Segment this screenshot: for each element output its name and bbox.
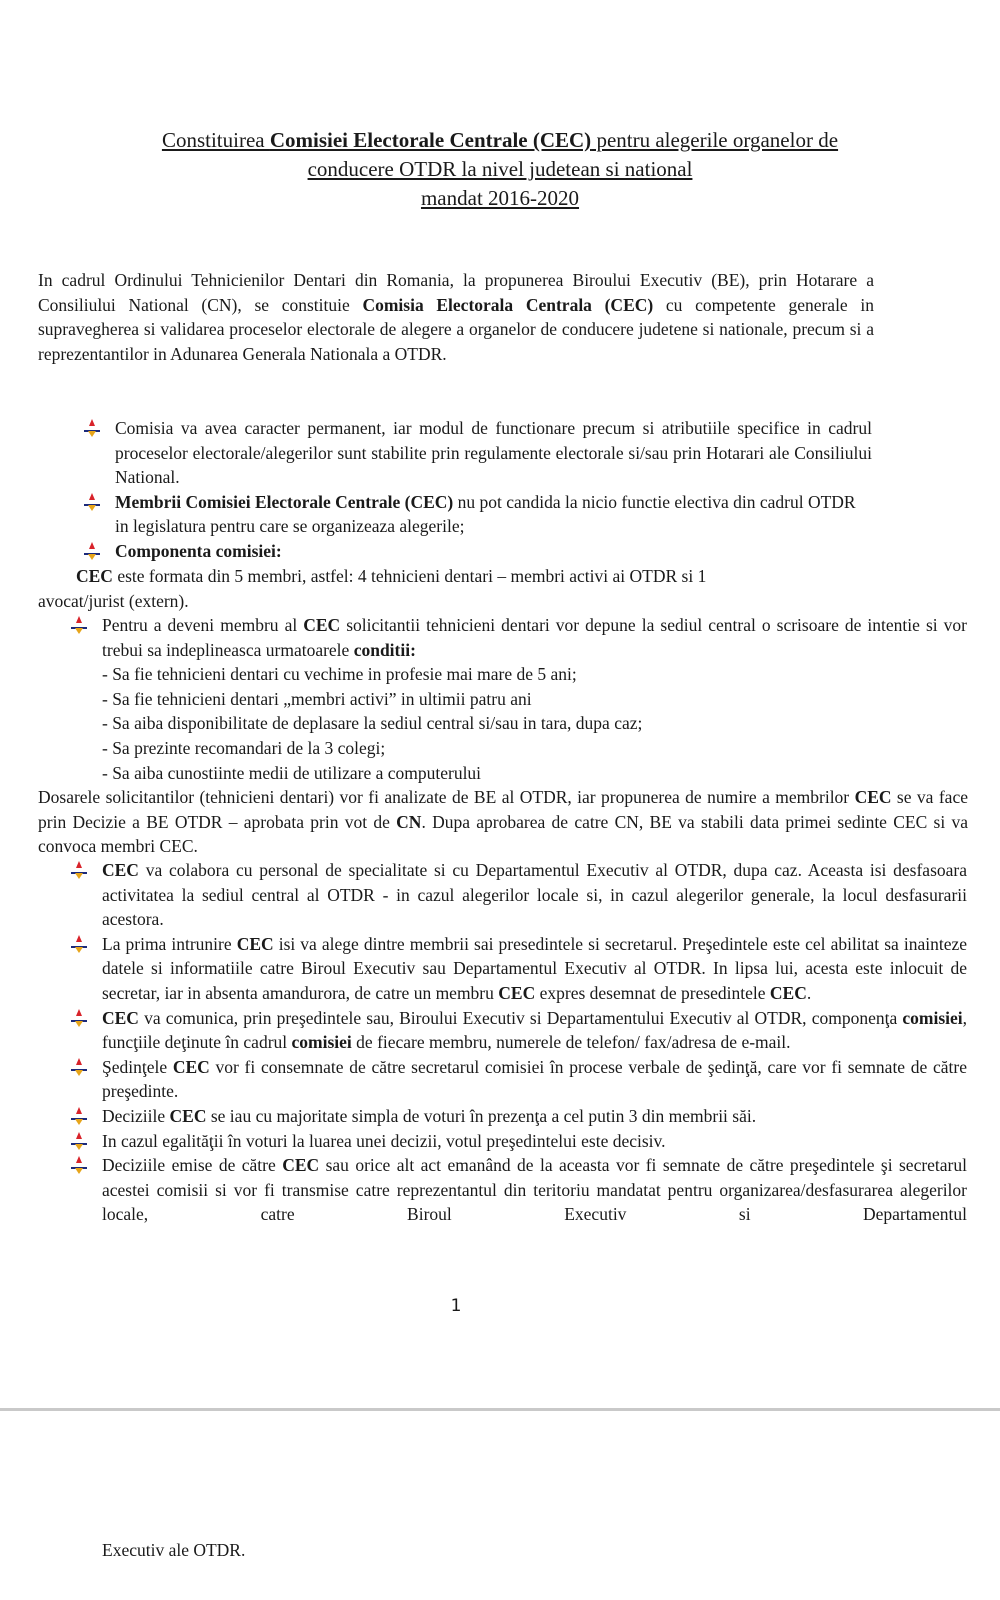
list-item: Pentru a deveni membru al CEC solicitantii tehnicieni dentari vor depune la sediul central o scrisoare de intentie si vor trebui sa indeplineasca urmatoarele conditii: [102, 613, 967, 662]
bullet-arrow-icon [71, 616, 87, 634]
list-item: Comisia va avea caracter permanent, iar modul de functionare precum si atributiile specifice in cadrul proceselor electorale/alegerilor sunt stabilite prin regulamente electorale si/sau prin Hotarari ale Consiliului National. [115, 416, 872, 490]
list-item: CEC va comunica, prin preşedintele sau, Biroului Executiv si Departamentului Executiv al OTDR, componenţa comisiei, funcţiile deţinute în cadrul comisiei de fiecare membru, numerele de telefon/ fax/adresa de e-mail. [102, 1006, 967, 1055]
condition-item: - Sa aiba cunostiinte medii de utilizare a computerului [102, 762, 482, 783]
title-line-3: mandat 2016-2020 [420, 186, 580, 210]
dosare-paragraph: Dosarele solicitantilor (tehnicieni dentari) vor fi analizate de BE al OTDR, iar propunerea de numire a membrilor CEC se va face prin Decizie a BE OTDR – aprobata prin vot de CN. Dupa aprobarea de catre CN, BE va stabili data primei sedinte CEC si va convoca membri CEC. [38, 787, 968, 857]
bullet-arrow-icon [71, 861, 87, 879]
bullet-arrow-icon [71, 1132, 87, 1150]
bullet-arrow-icon [71, 1009, 87, 1027]
list-item: Deciziile emise de către CEC sau orice alt act emanând de la aceasta vor fi semnate de către preşedintele şi secretarul acestei comisii si vor fi transmise catre reprezentantul din teritoriu mandatat pentru organizarea/desfasurarea alegerilor locale, catre Biroul Executiv si Departamentul [102, 1153, 967, 1227]
page-divider [0, 1408, 1000, 1411]
bullet-arrow-icon [84, 419, 100, 437]
bullet-arrow-icon [84, 493, 100, 511]
bullet-list-2 [102, 858, 967, 1227]
list-item: Deciziile CEC se iau cu majoritate simpla de voturi în prezenţa a cel putin 3 din membrii săi. [102, 1104, 967, 1129]
continuation-text: Executiv ale OTDR. [102, 1540, 246, 1560]
page-number: 1 [450, 1296, 462, 1316]
document-title [0, 126, 1000, 213]
bullet-arrow-icon [84, 542, 100, 560]
condition-item: - Sa fie tehnicieni dentari „membri activi” in ultimii patru ani [102, 688, 532, 709]
list-item: In cazul egalităţii în voturi la luarea unei decizii, votul preşedintelui este decisiv. [102, 1129, 967, 1154]
bullet-arrow-icon [71, 935, 87, 953]
conditions-block [102, 613, 967, 785]
condition-item: - Sa prezinte recomandari de la 3 colegi; [102, 737, 386, 758]
list-item: Membrii Comisiei Electorale Centrale (CEC) nu pot candida la nicio functie electiva din cadrul OTDR in legislatura pentru care se organizeaza alegerile; [115, 490, 872, 539]
list-item: CEC va colabora cu personal de specialitate si cu Departamentul Executiv al OTDR, dupa caz. Aceasta isi desfasoara activitatea la sediul central al OTDR - in cazul alegerilor locale si, in cazul alegerilor generale, la locul desfasurarii acestora. [102, 858, 967, 932]
condition-item: - Sa aiba disponibilitate de deplasare la sediul central si/sau in tara, dupa caz; [102, 713, 643, 734]
bullet-arrow-icon [71, 1058, 87, 1076]
list-item: Şedinţele CEC vor fi consemnate de către secretarul comisiei în procese verbale de şedinţă, care vor fi semnate de către preşedinte. [102, 1055, 967, 1104]
component-paragraph: CEC este formata din 5 membri, astfel: 4 tehnicieni dentari – membri activi ai OTDR si 1 avocat/jurist (extern). [38, 566, 707, 611]
condition-item: - Sa fie tehnicieni dentari cu vechime in profesie mai mare de 5 ani; [102, 664, 577, 685]
bullet-arrow-icon [71, 1156, 87, 1174]
bullet-list-1 [115, 416, 872, 564]
list-item: La prima intrunire CEC isi va alege dintre membrii sai presedintele si secretarul. Preşedintele este cel abilitat sa inainteze datele si informatiile catre Biroul Executiv sau Departamentul Executiv al OTDR. In lipsa lui, acesta este inlocuit de secretar, iar in absenta amandurora, de catre un membru CEC expres desemnat de presedintele CEC. [102, 932, 967, 1006]
title-line-2: conducere OTDR la nivel judetean si national [307, 157, 693, 181]
list-item: Componenta comisiei: [115, 539, 872, 564]
title-line-1: Constituirea Comisiei Electorale Centrale (CEC) pentru alegerile organelor de [161, 128, 839, 152]
intro-paragraph: In cadrul Ordinului Tehnicienilor Dentari din Romania, la propunerea Biroului Executiv (BE), prin Hotarare a Consiliului National (CN), se constituie Comisia Electorala Centrala (CEC) cu competente generale in supravegherea si validarea proceselor electorale de alegere a organelor de conducere judetene si nationale, precum si a reprezentantilor in Adunarea Generala Nationala a OTDR. [38, 270, 874, 364]
bullet-arrow-icon [71, 1107, 87, 1125]
